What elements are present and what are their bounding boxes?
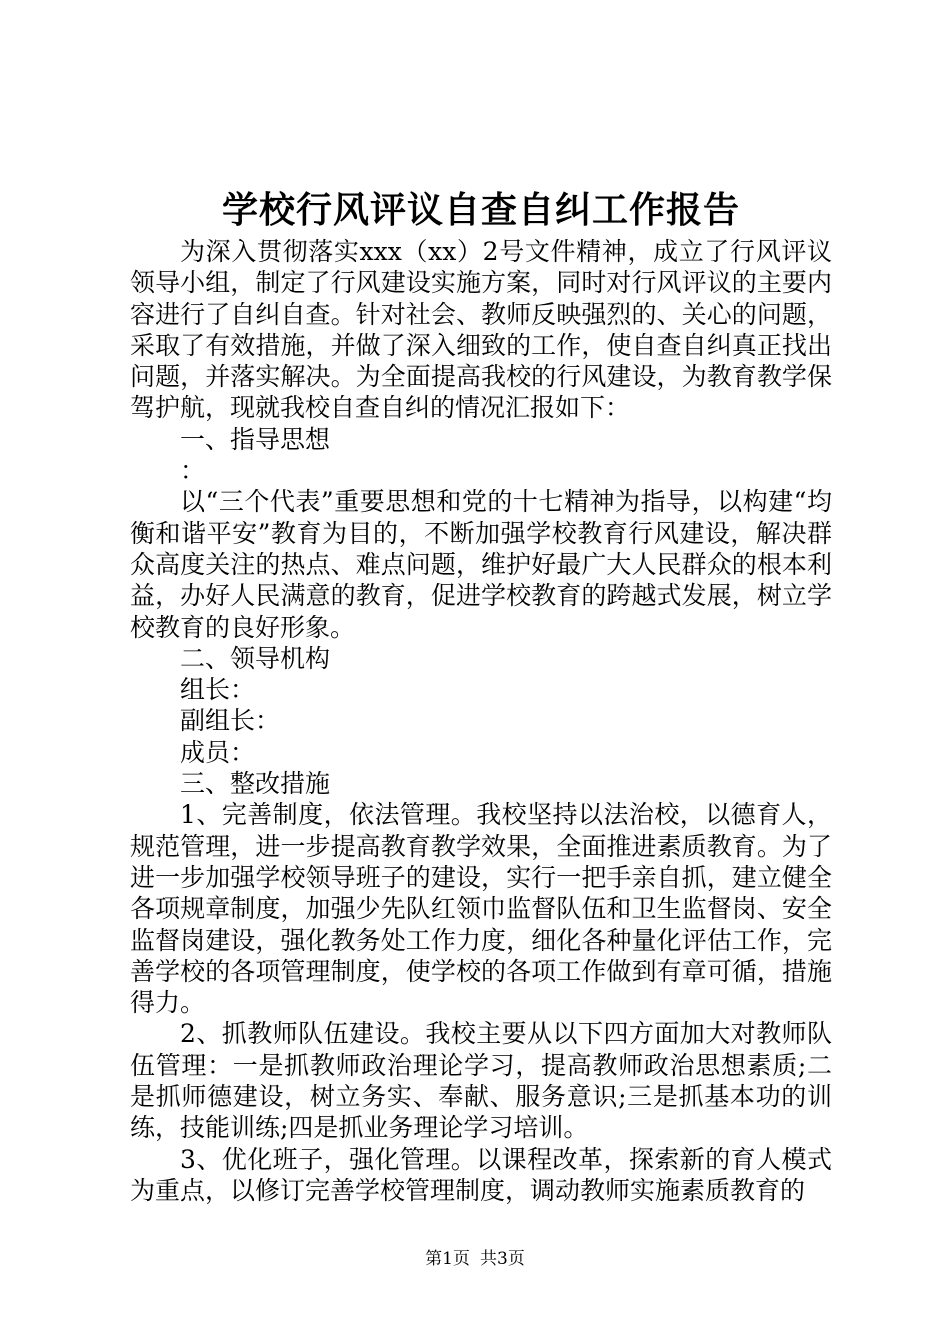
section-heading-measures: 三、整改措施 — [180, 769, 331, 799]
page-number: 第1页 — [425, 1249, 470, 1269]
measure-paragraph-3: 3、优化班子，强化管理。以课程改革，探索新的育人模式为重点，以修订完善学校管理制度，调动教师实施素质教育的 — [130, 1144, 832, 1205]
deputy-leader-line: 副组长： — [180, 706, 281, 736]
document-body — [130, 236, 832, 1206]
measure-paragraph-1: 1、完善制度，依法管理。我校坚持以法治校，以德育人，规范管理，进一步提高教育教学效果，全面推进素质教育。为了进一步加强学校领导班子的建设，实行一把手亲自抓，建立健全各项规章制度，加强少先队红领巾监督队伍和卫生监督岗、安全监督岗建设，强化教务处工作力度，细化各种量化评估工作，完善学校的各项管理制度，使学校的各项工作做到有章可循，措施得力。 — [130, 800, 832, 1018]
members-line: 成员： — [180, 737, 256, 767]
section-heading-leadership: 二、领导机构 — [180, 643, 331, 673]
intro-paragraph: 为深入贯彻落实xxx（xx）2号文件精神，成立了行风评议领导小组，制定了行风建设实施方案，同时对行风评议的主要内容进行了自纠自查。针对社会、教师反映强烈的、关心的问题，采取了有效措施，并做了深入细致的工作，使自查自纠真正找出问题，并落实解决。为全面提高我校的行风建设，为教育教学保驾护航，现就我校自查自纠的情况汇报如下： — [130, 237, 832, 423]
colon-line: ： — [180, 456, 206, 486]
section-heading-guiding-ideology: 一、指导思想 — [180, 424, 331, 454]
page-footer — [0, 1244, 950, 1269]
guiding-ideology-paragraph: 以“三个代表”重要思想和党的十七精神为指导，以构建“均衡和谐平安”教育为目的，不断加强学校教育行风建设，解决群众高度关注的热点、难点问题，维护好最广大人民群众的根本利益，办好人民满意的教育，促进学校教育的跨越式发展，树立学校教育的良好形象。 — [130, 487, 832, 642]
document-title: 学校行风评议自查自纠工作报告 — [221, 189, 740, 231]
page-total: 共3页 — [480, 1249, 525, 1269]
leader-line: 组长： — [180, 675, 256, 705]
measure-paragraph-2: 2、抓教师队伍建设。我校主要从以下四方面加大对教师队伍管理：一是抓教师政治理论学习，提高教师政治思想素质;二是抓师德建设，树立务实、奉献、服务意识;三是抓基本功的训练，技能训练;四是抓业务理论学习培训。 — [130, 1019, 832, 1143]
